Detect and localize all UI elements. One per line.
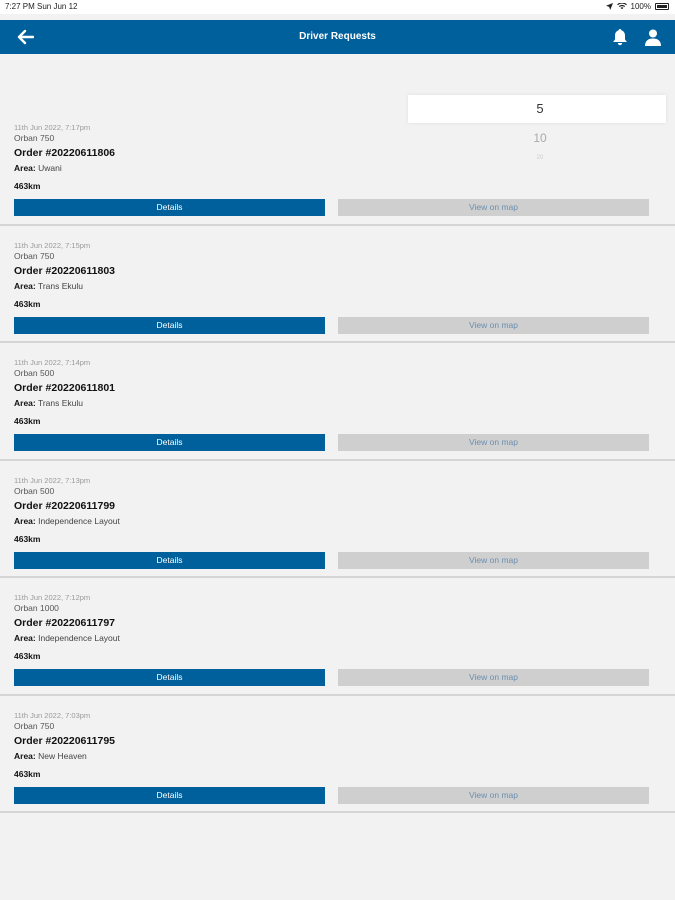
view-on-map-button[interactable]: View on map <box>338 434 649 451</box>
page-title: Driver Requests <box>299 31 376 42</box>
order-area-value: Independence Layout <box>38 515 120 526</box>
order-card <box>0 578 675 696</box>
order-product: Orban 750 <box>14 720 55 731</box>
order-number: Order #20220611795 <box>14 734 116 747</box>
order-product: Orban 750 <box>14 250 55 261</box>
order-card <box>0 108 675 226</box>
order-number: Order #20220611806 <box>14 147 116 159</box>
order-area-value: Trans Ekulu <box>37 398 83 408</box>
order-card <box>0 461 675 579</box>
order-area-label: Area: <box>14 633 36 643</box>
details-button[interactable]: Details <box>14 787 325 804</box>
details-button[interactable]: Details <box>14 434 325 451</box>
order-area-value: New Heaven <box>38 750 87 761</box>
order-distance: 463km <box>14 416 41 426</box>
order-area-label: Area: <box>14 750 36 761</box>
status-indicators <box>606 2 669 11</box>
wifi-icon <box>617 3 627 10</box>
order-date: 11th Jun 2022, 7:12pm <box>14 593 91 602</box>
order-date: 11th Jun 2022, 7:15pm <box>14 240 91 250</box>
order-area <box>14 281 83 291</box>
order-area <box>14 751 87 761</box>
notifications-button[interactable] <box>609 26 631 48</box>
order-list <box>0 108 675 813</box>
order-card <box>0 226 675 344</box>
order-area-label: Area: <box>14 515 36 526</box>
order-distance: 463km <box>14 768 41 779</box>
order-date: 11th Jun 2022, 7:13pm <box>14 475 91 485</box>
order-number: Order #20220611799 <box>14 499 116 512</box>
order-distance: 463km <box>14 651 41 661</box>
order-area-label: Area: <box>14 163 36 173</box>
battery-percent: 100% <box>630 2 651 11</box>
order-distance: 463km <box>14 298 41 309</box>
order-product: Orban 750 <box>14 133 55 143</box>
order-number: Order #20220611801 <box>14 382 116 394</box>
app-bar <box>0 20 675 54</box>
view-on-map-button[interactable]: View on map <box>338 199 649 216</box>
details-button[interactable]: Details <box>14 317 325 334</box>
order-area-label: Area: <box>14 398 36 408</box>
status-time-date: 7:27 PM Sun Jun 12 <box>5 2 78 11</box>
order-number: Order #20220611797 <box>14 617 116 629</box>
status-bar <box>0 0 675 14</box>
order-date: 11th Jun 2022, 7:17pm <box>14 123 91 132</box>
details-button[interactable]: Details <box>14 552 325 569</box>
order-area <box>14 633 120 643</box>
order-product: Orban 500 <box>14 368 55 378</box>
order-date: 11th Jun 2022, 7:03pm <box>14 710 91 720</box>
bell-icon <box>612 28 628 46</box>
order-date: 11th Jun 2022, 7:14pm <box>14 358 91 367</box>
view-on-map-button[interactable]: View on map <box>338 787 649 804</box>
order-card <box>0 343 675 461</box>
order-distance: 463km <box>14 533 41 544</box>
picker-option-selected[interactable]: 5 <box>536 101 544 116</box>
order-number: Order #20220611803 <box>14 264 116 277</box>
view-on-map-button[interactable]: View on map <box>338 669 649 686</box>
battery-icon <box>655 3 669 10</box>
picker-option[interactable]: 10 <box>533 131 547 145</box>
details-button[interactable]: Details <box>14 199 325 216</box>
order-area <box>14 516 120 526</box>
order-distance: 463km <box>14 181 41 191</box>
profile-button[interactable] <box>642 26 664 48</box>
order-area-value: Trans Ekulu <box>37 280 83 291</box>
order-area-value: Independence Layout <box>38 633 120 643</box>
view-on-map-button[interactable]: View on map <box>338 317 649 334</box>
order-area-label: Area: <box>14 280 36 291</box>
order-product: Orban 1000 <box>14 603 59 613</box>
order-area-value: Uwani <box>38 163 62 173</box>
view-on-map-button[interactable]: View on map <box>338 552 649 569</box>
order-area <box>14 398 83 408</box>
user-icon <box>645 29 661 46</box>
order-area <box>14 163 62 173</box>
details-button[interactable]: Details <box>14 669 325 686</box>
order-product: Orban 500 <box>14 485 55 496</box>
picker-option[interactable]: 20 <box>536 155 544 161</box>
location-arrow-icon <box>606 3 613 10</box>
order-card <box>0 696 675 814</box>
